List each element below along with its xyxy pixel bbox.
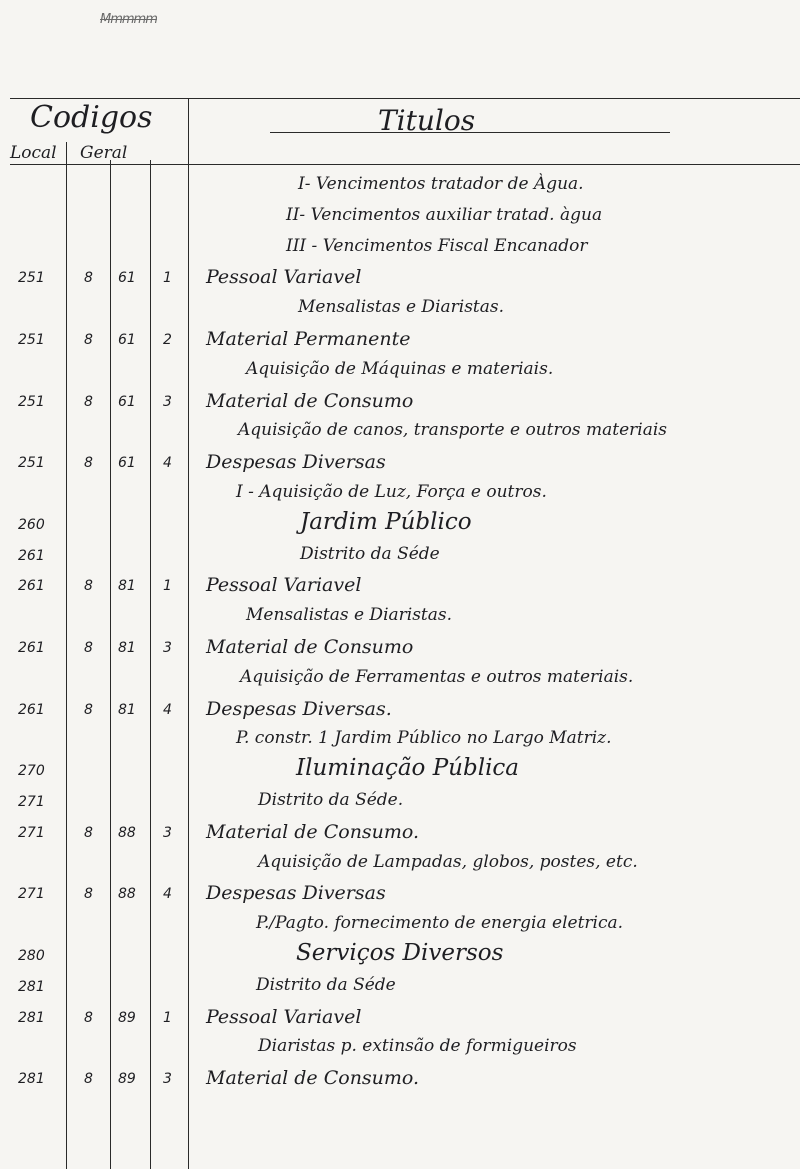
code-g1: 8 — [84, 393, 93, 410]
code-g1: 8 — [84, 640, 93, 656]
code-local: 261 — [18, 578, 45, 595]
ledger-row — [0, 880, 800, 908]
entry-title: Distrito da Séde. — [258, 790, 404, 810]
ledger-row — [0, 819, 800, 847]
code-local: 271 — [18, 794, 45, 810]
ledger-row — [0, 357, 800, 385]
code-g1: 8 — [84, 578, 93, 595]
entry-title: III - Vencimentos Fiscal Encanador — [286, 235, 588, 256]
ledger-row — [0, 726, 800, 754]
entry-title: Aquisição de Máquinas e materiais. — [246, 358, 554, 379]
ledger-row — [0, 1034, 800, 1062]
code-g1: 8 — [84, 455, 93, 472]
code-g2: 61 — [118, 393, 136, 410]
header-geral: Geral — [80, 143, 128, 163]
code-g3: 3 — [163, 393, 172, 410]
entry-title: I - Aquisição de Luz, Força e outros. — [236, 482, 547, 502]
ledger-row — [0, 757, 800, 785]
entry-title: I- Vencimentos tratador de Àgua. — [298, 174, 584, 194]
entry-title: P./Pagto. fornecimento de energia eletrica. — [256, 913, 624, 934]
code-local: 261 — [18, 701, 45, 718]
code-g3: 3 — [163, 640, 172, 656]
ledger-row — [0, 942, 800, 970]
entry-title: Material de Consumo. — [206, 820, 420, 843]
code-g3: 2 — [163, 332, 172, 348]
code-g2: 89 — [118, 1009, 136, 1026]
code-g2: 61 — [118, 455, 136, 472]
entry-title: Pessoal Variavel — [206, 574, 362, 597]
code-g2: 61 — [118, 332, 136, 348]
code-local: 261 — [18, 640, 45, 656]
entry-title: Iluminação Pública — [296, 755, 520, 782]
entry-title: Despesas Diversas — [206, 451, 386, 474]
code-local: 251 — [18, 270, 45, 287]
entry-title: P. constr. 1 Jardim Público no Largo Matriz. — [236, 728, 612, 749]
entry-title: Mensalistas e Diaristas. — [246, 605, 453, 626]
code-g1: 8 — [84, 886, 93, 903]
ledger-row — [0, 295, 800, 323]
ledger-row — [0, 788, 800, 816]
code-g2: 89 — [118, 1071, 136, 1088]
entry-title: Despesas Diversas. — [206, 697, 392, 720]
code-g2: 81 — [118, 701, 136, 718]
code-g2: 88 — [118, 824, 136, 841]
code-g2: 61 — [118, 270, 136, 287]
ledger-row — [0, 326, 800, 354]
entry-title: Aquisição de canos, transporte e outros materiais — [238, 420, 668, 441]
code-g3: 3 — [163, 1071, 172, 1088]
header-local: Local — [10, 143, 57, 163]
code-g2: 88 — [118, 886, 136, 903]
entry-title: Serviços Diversos — [296, 940, 504, 966]
ledger-row — [0, 850, 800, 878]
ledger-row — [0, 449, 800, 477]
ledger-row — [0, 603, 800, 631]
ledger-row — [0, 665, 800, 693]
code-g3: 4 — [163, 455, 172, 472]
ledger-row — [0, 508, 800, 539]
code-g3: 1 — [163, 270, 172, 287]
code-local: 260 — [18, 516, 45, 533]
ledger-row — [0, 634, 800, 662]
entry-title: Material de Consumo — [206, 389, 414, 412]
code-local: 251 — [18, 455, 45, 472]
code-g1: 8 — [84, 332, 93, 348]
code-local: 251 — [18, 332, 45, 348]
code-local: 271 — [18, 824, 45, 841]
code-g1: 8 — [84, 1009, 93, 1026]
ledger-row — [0, 203, 800, 231]
code-local: 280 — [18, 948, 45, 964]
code-g1: 8 — [84, 270, 93, 287]
code-local: 261 — [18, 547, 45, 564]
ledger-row — [0, 542, 800, 570]
code-g2: 81 — [118, 578, 136, 595]
code-g3: 1 — [163, 578, 172, 595]
entry-title: Aquisição de Lampadas, globos, postes, etc. — [258, 851, 638, 872]
entry-title: Aquisição de Ferramentas e outros materiais. — [240, 666, 634, 687]
code-g2: 81 — [118, 640, 136, 656]
code-g3: 1 — [163, 1009, 172, 1026]
entry-title: Distrito da Séde — [256, 974, 396, 995]
code-g3: 3 — [163, 824, 172, 841]
ledger-row — [0, 264, 800, 292]
entry-title: Distrito da Séde — [300, 543, 440, 564]
entry-title: II- Vencimentos auxiliar tratad. àgua — [286, 204, 603, 225]
ledger-row — [0, 911, 800, 939]
ledger-row — [0, 480, 800, 508]
code-g3: 4 — [163, 886, 172, 903]
entry-title: Diaristas p. extinsão de formigueiros — [258, 1036, 577, 1057]
code-g3: 4 — [163, 701, 172, 718]
header-bottom-rule — [10, 164, 800, 165]
entry-title: Pessoal Variavel — [206, 266, 362, 289]
ledger-row — [0, 973, 800, 1001]
ledger-row — [0, 696, 800, 724]
entry-title: Pessoal Variavel — [206, 1005, 362, 1028]
ledger-row — [0, 1004, 800, 1032]
ledger-row — [0, 234, 800, 262]
header-top-rule — [10, 98, 800, 99]
ledger-row — [0, 572, 800, 600]
code-local: 281 — [18, 1071, 45, 1088]
code-local: 270 — [18, 763, 45, 780]
code-g1: 8 — [84, 1071, 93, 1088]
entry-title: Material de Consumo — [206, 636, 414, 658]
code-local: 281 — [18, 1009, 45, 1026]
ledger-row — [0, 418, 800, 446]
code-local: 281 — [18, 978, 45, 995]
ledger-row — [0, 388, 800, 416]
code-g1: 8 — [84, 701, 93, 718]
entry-title: Jardim Público — [300, 508, 472, 535]
stamp-mark: Mmmmm — [100, 12, 157, 27]
entry-title: Despesas Diversas — [206, 882, 386, 905]
code-g1: 8 — [84, 824, 93, 841]
header-titulos: Titulos — [378, 104, 476, 137]
entry-title: Mensalistas e Diaristas. — [298, 297, 505, 318]
header-codigos: Codigos — [30, 100, 153, 135]
code-local: 251 — [18, 393, 45, 410]
entry-title: Material Permanente — [206, 328, 411, 350]
ledger-row — [0, 172, 800, 200]
titulos-underline — [270, 132, 670, 133]
ledger-row — [0, 1065, 800, 1093]
code-local: 271 — [18, 886, 45, 903]
entry-title: Material de Consumo. — [206, 1067, 420, 1090]
